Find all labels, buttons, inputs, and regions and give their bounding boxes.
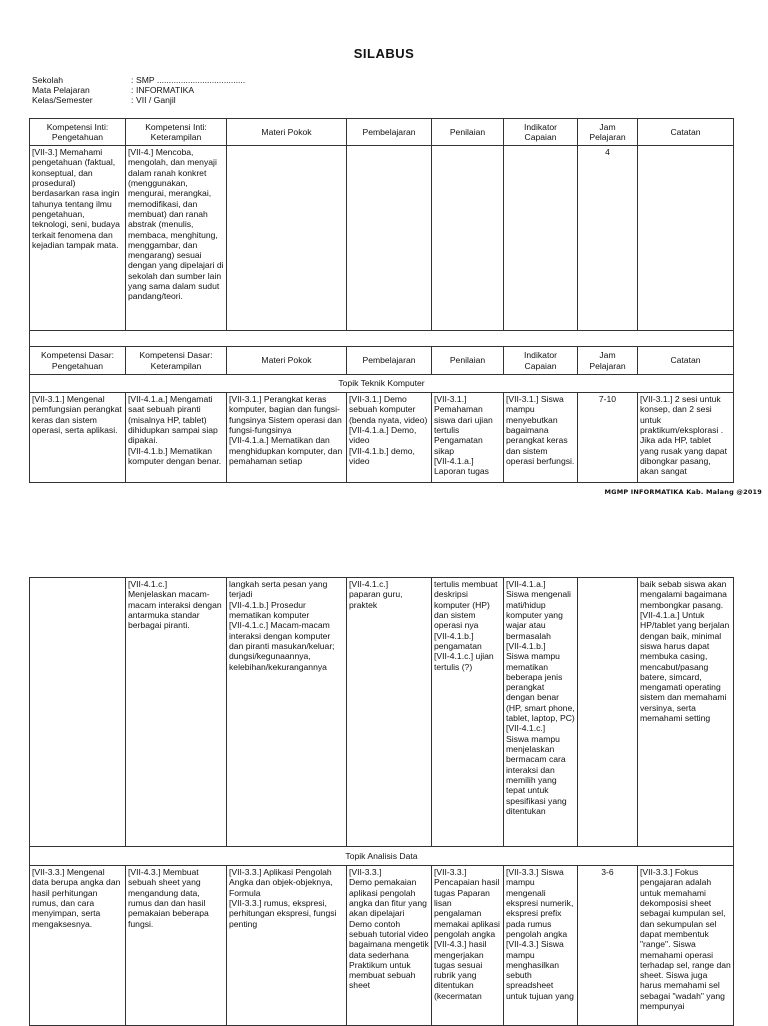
- header-cell: Penilaian: [432, 347, 504, 375]
- table-cell: [638, 146, 734, 331]
- table-cell: [VII-4.1.a.] Siswa mengenali mati/hidup komputer yang wajar atau bermasalah [VII-4.1.b.] Siswa mampu mematikan beberapa jenis perangkat dengan benar (HP, smart phone, tablet, laptop, PC) [VII-4.1.c.] Siswa mampu menjelaskan bermacam cara interaksi dan memilih yang tepat untuk spesifikasi yang ditentukan: [504, 578, 578, 847]
- header-cell: Kompetensi Dasar: Pengetahuan: [30, 347, 126, 375]
- header-cell: Catatan: [638, 119, 734, 146]
- data-row: [30, 866, 734, 1026]
- table-cell: [VII-3.1.] Perangkat keras komputer, bagian dan fungsi-fungsinya Sistem operasi dan fungsi-fungsinya [VII-4.1.a.] Mematikan dan menghidupkan komputer, dan pemahaman setiap: [227, 393, 347, 483]
- spacer-row: [30, 331, 734, 347]
- table-cell: [432, 146, 504, 331]
- continued-row: [30, 578, 734, 847]
- table-cell: [VII-3.1.] 2 sesi untuk konsep, dan 2 sesi untuk praktikum/eksplorasi . Jika ada HP, tablet yang rusak yang dapat dibongkar pasang, akan sangat: [638, 393, 734, 483]
- table-cell: 4: [578, 146, 638, 331]
- table-cell: [VII-3.] Memahami pengetahuan (faktual, konseptual, dan prosedural) berdasarkan rasa ingin tahunya tentang ilmu pengetahuan, teknologi, seni, budaya terkait fenomena dan kejadian tampak mata.: [30, 146, 126, 331]
- meta-row-school: [32, 75, 245, 85]
- kd-header-row: [30, 347, 734, 375]
- document-meta: [32, 75, 245, 105]
- header-cell: Kompetensi Inti: Pengetahuan: [30, 119, 126, 146]
- table-cell: [30, 578, 126, 847]
- meta-key: Sekolah: [32, 75, 64, 85]
- ki-header-row: [30, 119, 734, 146]
- header-cell: Jam Pelajaran: [578, 347, 638, 375]
- header-cell: Pembelajaran: [347, 119, 432, 146]
- table-cell: [347, 146, 432, 331]
- table-cell: [VII-3.3.] Siswa mampu mengenali ekspresi numerik, ekspresi prefix pada rumus pengolah angka [VII-4.3.] Siswa mampu menghasilkan sebuth spreadsheet untuk tujuan yang: [504, 866, 578, 1026]
- page-gap: [0, 505, 768, 575]
- table-cell: langkah serta pesan yang terjadi [VII-4.1.b.] Prosedur mematikan komputer [VII-4.1.c.] Macam-macam interaksi dengan komputer dan piranti masukan/keluar; dungsi/kegunaannya, kelebihan/kekurangannya: [227, 578, 347, 847]
- meta-key: Kelas/Semester: [32, 95, 93, 105]
- table-cell: [578, 578, 638, 847]
- syllabus-table-2: [29, 577, 734, 1026]
- meta-value: VII / Ganjil: [136, 95, 176, 105]
- meta-row-class: [32, 95, 245, 105]
- table-cell: tertulis membuat deskripsi komputer (HP) dan sistem operasi nya [VII-4.1.b.] pengamatan [VII-4.1.c.] ujian tertulis (?): [432, 578, 504, 847]
- table-cell: [VII-4.1.c.] paparan guru, praktek: [347, 578, 432, 847]
- table-cell: [VII-4.1.c.] Menjelaskan macam-macam interaksi dengan antarmuka standar berbagai piranti.: [126, 578, 227, 847]
- header-cell: Jam Pelajaran: [578, 119, 638, 146]
- topic-row: [30, 847, 734, 866]
- header-cell: Pembelajaran: [347, 347, 432, 375]
- syllabus-table-1: [29, 118, 734, 483]
- page-footer: MGMP INFORMATIKA Kab. Malang @2019: [604, 488, 762, 496]
- header-cell: Catatan: [638, 347, 734, 375]
- table-cell: 7-10: [578, 393, 638, 483]
- table-cell: [VII-3.1.] Pemahaman siswa dari ujian tertulis Pengamatan sikap [VII-4.1.a.] Laporan tugas: [432, 393, 504, 483]
- table-cell: [VII-3.3.] Fokus pengajaran adalah untuk memahami dekomposisi sheet sebagai kumpulan sel, dan sekumpulan sel dapat membentuk "range". Siswa memahami operasi terhadap sel, range dan sheet. Siswa juga harus memahami sel sebagai "wadah" yang mempunyai: [638, 866, 734, 1026]
- header-cell: Indikator Capaian: [504, 119, 578, 146]
- header-cell: Kompetensi Dasar: Keterampilan: [126, 347, 227, 375]
- table-cell: [227, 146, 347, 331]
- ki-row: [30, 146, 734, 331]
- table-cell: [VII-3.3.] Pencapaian hasil tugas Paparan lisan pengalaman memakai aplikasi pengolah angka [VII-4.3.] hasil mengerjakan tugas sesuai rubrik yang ditentukan (kecermatan: [432, 866, 504, 1026]
- meta-value: INFORMATIKA: [136, 85, 195, 95]
- table-cell: [VII-3.3.] Demo pemakaian aplikasi pengolah angka dan fitur yang akan dipelajari Demo contoh sebuah tutorial video bagaimana mengetik data sederhana Praktikum untuk membuat sebuah sheet: [347, 866, 432, 1026]
- table-cell: [504, 146, 578, 331]
- table-cell: [VII-4.] Mencoba, mengolah, dan menyaji dalam ranah konkret (menggunakan, mengurai, merangkai, memodifikasi, dan membuat) dan ranah abstrak (menulis, membaca, menghitung, menggambar, dan mengarang) sesuai dengan yang dipelajari di sekolah dan sumber lain yang sama dalam sudut pandang/teori.: [126, 146, 227, 331]
- page-1: [0, 0, 768, 505]
- table-cell: [VII-3.1.] Demo sebuah komputer (benda nyata, video) [VII-4.1.a.] Demo, video [VII-4.1.b.] demo, video: [347, 393, 432, 483]
- header-cell: Penilaian: [432, 119, 504, 146]
- header-cell: Kompetensi Inti: Keterampilan: [126, 119, 227, 146]
- table-cell: [VII-4.1.a.] Mengamati saat sebuah piranti (misalnya HP, tablet) dihidupkan sampai siap dipakai. [VII-4.1.b.] Mematikan komputer dengan benar.: [126, 393, 227, 483]
- meta-key: Mata Pelajaran: [32, 85, 90, 95]
- topic-heading: Topik Teknik Komputer: [30, 375, 734, 393]
- page-title: SILABUS: [353, 46, 415, 61]
- header-cell: Indikator Capaian: [504, 347, 578, 375]
- topic-row: [30, 375, 734, 393]
- meta-sep: :: [131, 95, 134, 105]
- table-cell: [VII-3.1.] Mengenal pemfungsian perangkat keras dan sistem operasi, serta aplikasi.: [30, 393, 126, 483]
- table-cell: [VII-3.1.] Siswa mampu menyebutkan bagaimana perangkat keras dan sistem operasi berfungsi.: [504, 393, 578, 483]
- page-2: [0, 576, 768, 1024]
- meta-value: SMP .....................................: [136, 75, 246, 85]
- meta-sep: :: [131, 75, 134, 85]
- table-cell: 3-6: [578, 866, 638, 1026]
- spacer-cell: [30, 331, 734, 347]
- table-cell: [VII-4.3.] Membuat sebuah sheet yang mengandung data, rumus dan dan hasil pemakaian beberapa fungsi.: [126, 866, 227, 1026]
- table-cell: [VII-3.3.] Aplikasi Pengolah Angka dan objek-objeknya, Formula [VII-3.3.] rumus, ekspresi, perhitungan ekspresi, fungsi penting: [227, 866, 347, 1026]
- topic-heading: Topik Analisis Data: [30, 847, 734, 866]
- header-cell: Materi Pokok: [227, 347, 347, 375]
- meta-row-subject: [32, 85, 245, 95]
- table-cell: [VII-3.3.] Mengenal data berupa angka dan hasil perhitungan rumus, dan cara menyimpan, serta mengaksesnya.: [30, 866, 126, 1026]
- header-cell: Materi Pokok: [227, 119, 347, 146]
- table-cell: baik sebab siswa akan mengalami bagaimana membongkar pasang. [VII-4.1.a.] Untuk HP/tablet yang berjalan dengan baik, minimal siswa harus dapat membuka casing, mencabut/pasang batere, simcard, mengamati operating sistem dan memahami versinya, serta memahami setting: [638, 578, 734, 847]
- meta-sep: :: [131, 85, 134, 95]
- kd-row: [30, 393, 734, 483]
